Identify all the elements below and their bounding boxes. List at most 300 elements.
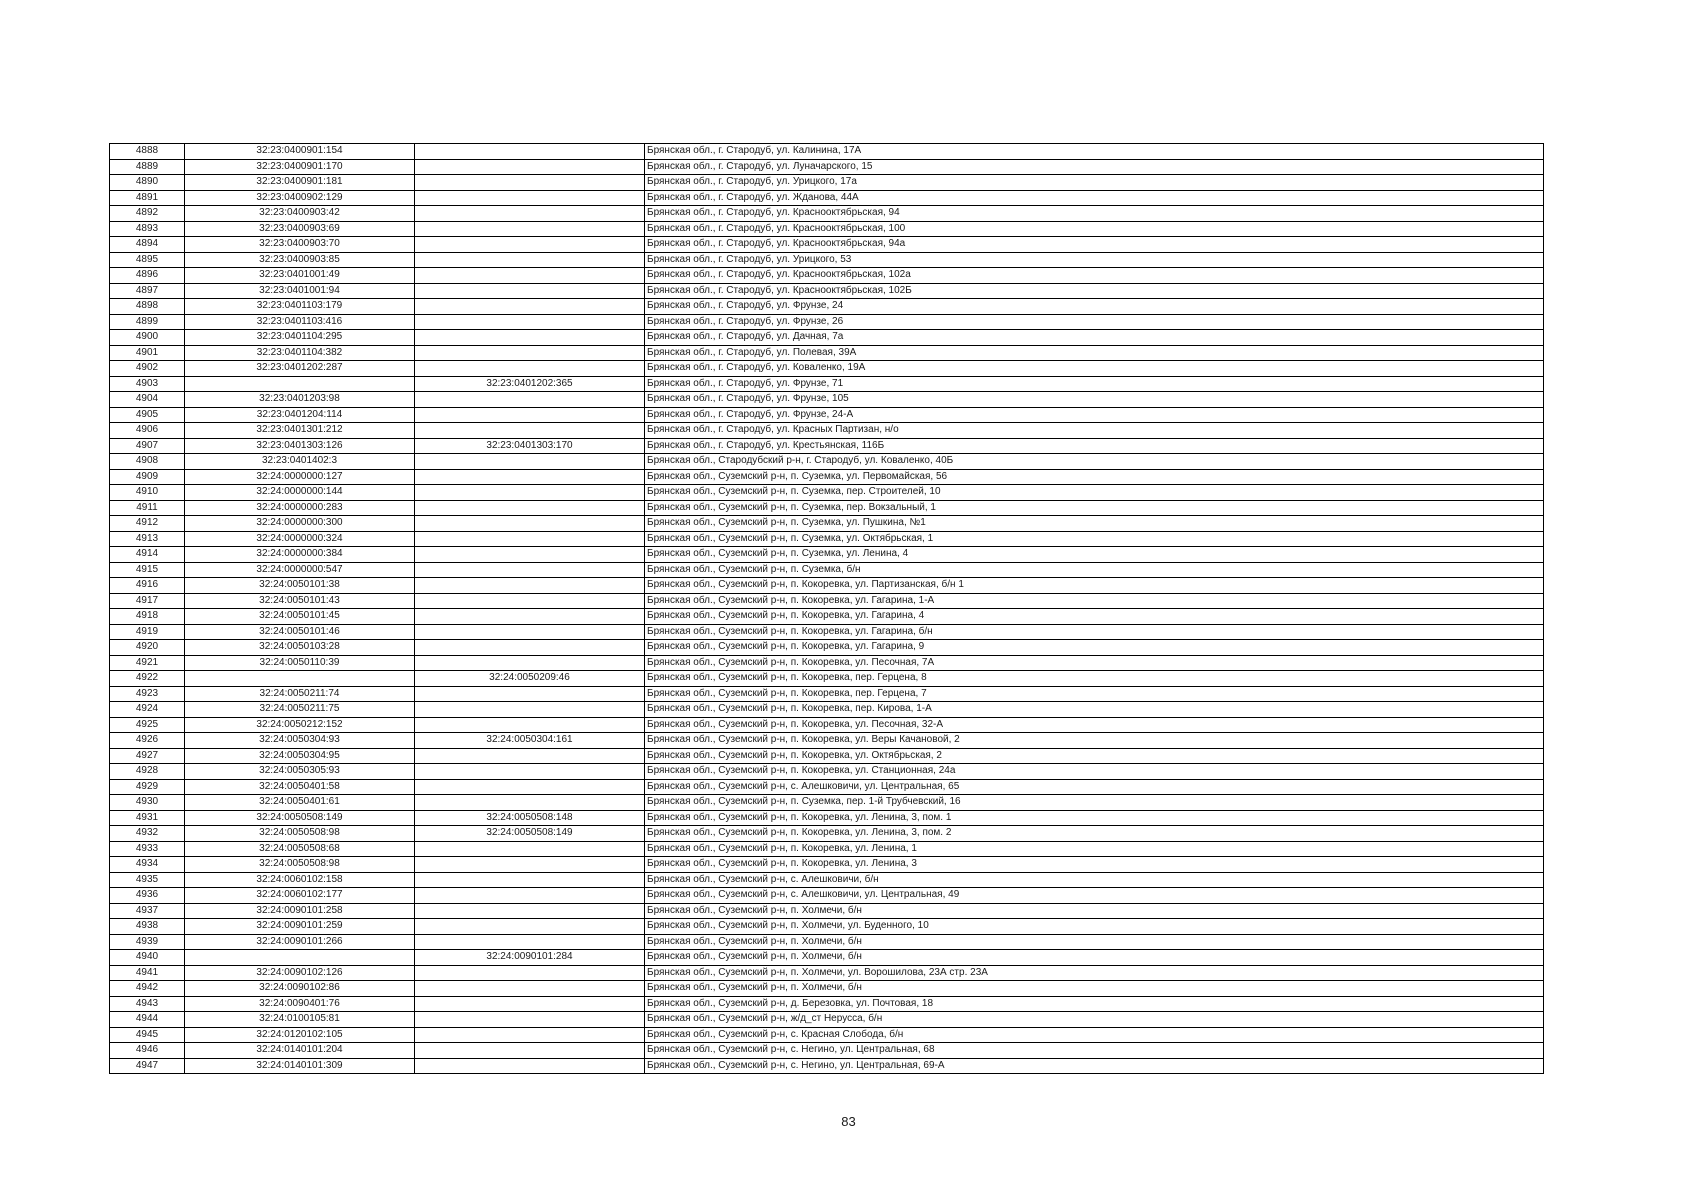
address-cell: Брянская обл., Суземский р-н, п. Суземка, пер. Строителей, 10 bbox=[645, 485, 1544, 501]
secondary-cadastral-number-cell bbox=[415, 562, 645, 578]
row-number-cell: 4918 bbox=[110, 609, 185, 625]
cadastral-number-cell: 32:23:0401104:382 bbox=[185, 345, 415, 361]
table-row bbox=[110, 345, 1544, 361]
table-row bbox=[110, 578, 1544, 594]
table-row bbox=[110, 934, 1544, 950]
secondary-cadastral-number-cell bbox=[415, 934, 645, 950]
secondary-cadastral-number-cell: 32:24:0090101:284 bbox=[415, 950, 645, 966]
row-number-cell: 4898 bbox=[110, 299, 185, 315]
row-number-cell: 4900 bbox=[110, 330, 185, 346]
secondary-cadastral-number-cell bbox=[415, 206, 645, 222]
table-row bbox=[110, 206, 1544, 222]
secondary-cadastral-number-cell: 32:24:0050209:46 bbox=[415, 671, 645, 687]
table-row bbox=[110, 748, 1544, 764]
table-row bbox=[110, 1027, 1544, 1043]
address-cell: Брянская обл., Суземский р-н, п. Кокоревка, ул. Гагарина, 9 bbox=[645, 640, 1544, 656]
address-cell: Брянская обл., г. Стародуб, ул. Фрунзе, 105 bbox=[645, 392, 1544, 408]
secondary-cadastral-number-cell bbox=[415, 330, 645, 346]
row-number-cell: 4894 bbox=[110, 237, 185, 253]
address-cell: Брянская обл., г. Стародуб, ул. Дачная, 7а bbox=[645, 330, 1544, 346]
secondary-cadastral-number-cell bbox=[415, 764, 645, 780]
row-number-cell: 4944 bbox=[110, 1012, 185, 1028]
row-number-cell: 4911 bbox=[110, 500, 185, 516]
cadastral-number-cell: 32:24:0050211:75 bbox=[185, 702, 415, 718]
address-cell: Брянская обл., Суземский р-н, с. Негино, ул. Центральная, 68 bbox=[645, 1043, 1544, 1059]
registry-table-body bbox=[110, 144, 1544, 1074]
row-number-cell: 4939 bbox=[110, 934, 185, 950]
secondary-cadastral-number-cell bbox=[415, 144, 645, 160]
cadastral-number-cell: 32:23:0400901:170 bbox=[185, 159, 415, 175]
secondary-cadastral-number-cell bbox=[415, 159, 645, 175]
cadastral-number-cell: 32:23:0401001:94 bbox=[185, 283, 415, 299]
row-number-cell: 4945 bbox=[110, 1027, 185, 1043]
address-cell: Брянская обл., Суземский р-н, п. Кокоревка, ул. Песочная, 32-А bbox=[645, 717, 1544, 733]
address-cell: Брянская обл., г. Стародуб, ул. Красных Партизан, н/о bbox=[645, 423, 1544, 439]
address-cell: Брянская обл., г. Стародуб, ул. Жданова, 44А bbox=[645, 190, 1544, 206]
table-row bbox=[110, 1012, 1544, 1028]
address-cell: Брянская обл., Суземский р-н, с. Алешковичи, ул. Центральная, 49 bbox=[645, 888, 1544, 904]
address-cell: Брянская обл., Суземский р-н, п. Кокоревка, ул. Ленина, 3 bbox=[645, 857, 1544, 873]
cadastral-number-cell: 32:23:0401203:98 bbox=[185, 392, 415, 408]
table-row bbox=[110, 779, 1544, 795]
secondary-cadastral-number-cell bbox=[415, 1043, 645, 1059]
cadastral-number-cell: 32:24:0060102:158 bbox=[185, 872, 415, 888]
address-cell: Брянская обл., Суземский р-н, п. Суземка, пер. Вокзальный, 1 bbox=[645, 500, 1544, 516]
secondary-cadastral-number-cell bbox=[415, 423, 645, 439]
cadastral-number-cell: 32:23:0401402:3 bbox=[185, 454, 415, 470]
table-row bbox=[110, 841, 1544, 857]
cadastral-number-cell: 32:24:0000000:283 bbox=[185, 500, 415, 516]
address-cell: Брянская обл., Суземский р-н, п. Кокоревка, ул. Станционная, 24а bbox=[645, 764, 1544, 780]
secondary-cadastral-number-cell bbox=[415, 841, 645, 857]
cadastral-number-cell: 32:24:0050401:58 bbox=[185, 779, 415, 795]
row-number-cell: 4912 bbox=[110, 516, 185, 532]
table-row bbox=[110, 764, 1544, 780]
cadastral-number-cell: 32:23:0401202:287 bbox=[185, 361, 415, 377]
address-cell: Брянская обл., г. Стародуб, ул. Урицкого, 17а bbox=[645, 175, 1544, 191]
table-row bbox=[110, 175, 1544, 191]
secondary-cadastral-number-cell bbox=[415, 252, 645, 268]
cadastral-number-cell: 32:24:0000000:127 bbox=[185, 469, 415, 485]
cadastral-number-cell: 32:24:0090102:86 bbox=[185, 981, 415, 997]
row-number-cell: 4943 bbox=[110, 996, 185, 1012]
address-cell: Брянская обл., Суземский р-н, п. Кокоревка, ул. Ленина, 3, пом. 2 bbox=[645, 826, 1544, 842]
row-number-cell: 4919 bbox=[110, 624, 185, 640]
secondary-cadastral-number-cell bbox=[415, 407, 645, 423]
secondary-cadastral-number-cell bbox=[415, 299, 645, 315]
row-number-cell: 4936 bbox=[110, 888, 185, 904]
address-cell: Брянская обл., Суземский р-н, п. Холмечи, ул. Буденного, 10 bbox=[645, 919, 1544, 935]
registry-table bbox=[109, 143, 1544, 1074]
address-cell: Брянская обл., Суземский р-н, д. Березовка, ул. Почтовая, 18 bbox=[645, 996, 1544, 1012]
page-number: 83 bbox=[841, 1114, 856, 1129]
cadastral-number-cell: 32:24:0050101:45 bbox=[185, 609, 415, 625]
table-row bbox=[110, 221, 1544, 237]
cadastral-number-cell: 32:24:0050212:152 bbox=[185, 717, 415, 733]
table-row bbox=[110, 547, 1544, 563]
row-number-cell: 4941 bbox=[110, 965, 185, 981]
cadastral-number-cell: 32:24:0000000:324 bbox=[185, 531, 415, 547]
table-row bbox=[110, 283, 1544, 299]
secondary-cadastral-number-cell bbox=[415, 640, 645, 656]
secondary-cadastral-number-cell bbox=[415, 795, 645, 811]
table-row bbox=[110, 516, 1544, 532]
table-row bbox=[110, 996, 1544, 1012]
address-cell: Брянская обл., Суземский р-н, п. Кокоревка, ул. Партизанская, б/н 1 bbox=[645, 578, 1544, 594]
cadastral-number-cell: 32:23:0400903:70 bbox=[185, 237, 415, 253]
secondary-cadastral-number-cell bbox=[415, 686, 645, 702]
address-cell: Брянская обл., Суземский р-н, п. Кокоревка, ул. Октябрьская, 2 bbox=[645, 748, 1544, 764]
secondary-cadastral-number-cell bbox=[415, 454, 645, 470]
row-number-cell: 4933 bbox=[110, 841, 185, 857]
table-row bbox=[110, 919, 1544, 935]
secondary-cadastral-number-cell bbox=[415, 609, 645, 625]
row-number-cell: 4910 bbox=[110, 485, 185, 501]
table-row bbox=[110, 609, 1544, 625]
cadastral-number-cell: 32:23:0401303:126 bbox=[185, 438, 415, 454]
secondary-cadastral-number-cell bbox=[415, 345, 645, 361]
cadastral-number-cell: 32:24:0140101:309 bbox=[185, 1058, 415, 1074]
table-row bbox=[110, 299, 1544, 315]
address-cell: Брянская обл., Суземский р-н, п. Холмечи, б/н bbox=[645, 903, 1544, 919]
secondary-cadastral-number-cell bbox=[415, 1012, 645, 1028]
address-cell: Брянская обл., Стародубский р-н, г. Стародуб, ул. Коваленко, 40Б bbox=[645, 454, 1544, 470]
cadastral-number-cell: 32:24:0090101:266 bbox=[185, 934, 415, 950]
secondary-cadastral-number-cell bbox=[415, 392, 645, 408]
row-number-cell: 4923 bbox=[110, 686, 185, 702]
cadastral-number-cell bbox=[185, 950, 415, 966]
table-row bbox=[110, 810, 1544, 826]
address-cell: Брянская обл., г. Стародуб, ул. Фрунзе, 24-А bbox=[645, 407, 1544, 423]
address-cell: Брянская обл., г. Стародуб, ул. Фрунзе, 71 bbox=[645, 376, 1544, 392]
row-number-cell: 4909 bbox=[110, 469, 185, 485]
secondary-cadastral-number-cell: 32:23:0401202:365 bbox=[415, 376, 645, 392]
row-number-cell: 4924 bbox=[110, 702, 185, 718]
row-number-cell: 4934 bbox=[110, 857, 185, 873]
row-number-cell: 4914 bbox=[110, 547, 185, 563]
table-row bbox=[110, 407, 1544, 423]
address-cell: Брянская обл., Суземский р-н, п. Кокоревка, ул. Гагарина, б/н bbox=[645, 624, 1544, 640]
row-number-cell: 4902 bbox=[110, 361, 185, 377]
address-cell: Брянская обл., Суземский р-н, п. Кокоревка, пер. Герцена, 8 bbox=[645, 671, 1544, 687]
cadastral-number-cell: 32:23:0401204:114 bbox=[185, 407, 415, 423]
row-number-cell: 4897 bbox=[110, 283, 185, 299]
cadastral-number-cell: 32:24:0050101:38 bbox=[185, 578, 415, 594]
cadastral-number-cell: 32:24:0000000:300 bbox=[185, 516, 415, 532]
cadastral-number-cell: 32:24:0140101:204 bbox=[185, 1043, 415, 1059]
address-cell: Брянская обл., г. Стародуб, ул. Крестьянская, 116Б bbox=[645, 438, 1544, 454]
secondary-cadastral-number-cell bbox=[415, 996, 645, 1012]
address-cell: Брянская обл., г. Стародуб, ул. Урицкого, 53 bbox=[645, 252, 1544, 268]
row-number-cell: 4896 bbox=[110, 268, 185, 284]
cadastral-number-cell: 32:23:0401103:416 bbox=[185, 314, 415, 330]
cadastral-number-cell: 32:23:0400901:181 bbox=[185, 175, 415, 191]
cadastral-number-cell: 32:24:0000000:384 bbox=[185, 547, 415, 563]
row-number-cell: 4937 bbox=[110, 903, 185, 919]
row-number-cell: 4926 bbox=[110, 733, 185, 749]
secondary-cadastral-number-cell: 32:24:0050508:148 bbox=[415, 810, 645, 826]
address-cell: Брянская обл., г. Стародуб, ул. Фрунзе, 24 bbox=[645, 299, 1544, 315]
address-cell: Брянская обл., Суземский р-н, п. Суземка, ул. Первомайская, 56 bbox=[645, 469, 1544, 485]
cadastral-number-cell: 32:23:0400903:42 bbox=[185, 206, 415, 222]
secondary-cadastral-number-cell bbox=[415, 655, 645, 671]
address-cell: Брянская обл., г. Стародуб, ул. Полевая, 39А bbox=[645, 345, 1544, 361]
secondary-cadastral-number-cell bbox=[415, 283, 645, 299]
address-cell: Брянская обл., Суземский р-н, ж/д_ст Нерусса, б/н bbox=[645, 1012, 1544, 1028]
table-row bbox=[110, 950, 1544, 966]
row-number-cell: 4947 bbox=[110, 1058, 185, 1074]
address-cell: Брянская обл., г. Стародуб, ул. Краснооктябрьская, 102а bbox=[645, 268, 1544, 284]
table-row bbox=[110, 888, 1544, 904]
table-row bbox=[110, 469, 1544, 485]
cadastral-number-cell: 32:23:0400902:129 bbox=[185, 190, 415, 206]
secondary-cadastral-number-cell bbox=[415, 578, 645, 594]
address-cell: Брянская обл., Суземский р-н, п. Суземка, ул. Пушкина, №1 bbox=[645, 516, 1544, 532]
secondary-cadastral-number-cell bbox=[415, 1058, 645, 1074]
table-row bbox=[110, 423, 1544, 439]
address-cell: Брянская обл., Суземский р-н, п. Холмечи, ул. Ворошилова, 23А стр. 23А bbox=[645, 965, 1544, 981]
table-row bbox=[110, 686, 1544, 702]
row-number-cell: 4913 bbox=[110, 531, 185, 547]
row-number-cell: 4907 bbox=[110, 438, 185, 454]
cadastral-number-cell: 32:24:0050211:74 bbox=[185, 686, 415, 702]
row-number-cell: 4946 bbox=[110, 1043, 185, 1059]
row-number-cell: 4908 bbox=[110, 454, 185, 470]
cadastral-number-cell: 32:23:0401001:49 bbox=[185, 268, 415, 284]
row-number-cell: 4929 bbox=[110, 779, 185, 795]
address-cell: Брянская обл., Суземский р-н, п. Суземка, б/н bbox=[645, 562, 1544, 578]
address-cell: Брянская обл., Суземский р-н, п. Кокоревка, ул. Песочная, 7А bbox=[645, 655, 1544, 671]
table-row bbox=[110, 438, 1544, 454]
secondary-cadastral-number-cell bbox=[415, 888, 645, 904]
row-number-cell: 4930 bbox=[110, 795, 185, 811]
address-cell: Брянская обл., г. Стародуб, ул. Краснооктябрьская, 94а bbox=[645, 237, 1544, 253]
cadastral-number-cell: 32:24:0100105:81 bbox=[185, 1012, 415, 1028]
row-number-cell: 4915 bbox=[110, 562, 185, 578]
address-cell: Брянская обл., Суземский р-н, с. Алешковичи, б/н bbox=[645, 872, 1544, 888]
address-cell: Брянская обл., Суземский р-н, п. Кокоревка, ул. Гагарина, 1-А bbox=[645, 593, 1544, 609]
row-number-cell: 4920 bbox=[110, 640, 185, 656]
table-row bbox=[110, 376, 1544, 392]
row-number-cell: 4942 bbox=[110, 981, 185, 997]
secondary-cadastral-number-cell bbox=[415, 361, 645, 377]
cadastral-number-cell: 32:23:0400903:85 bbox=[185, 252, 415, 268]
secondary-cadastral-number-cell bbox=[415, 779, 645, 795]
address-cell: Брянская обл., г. Стародуб, ул. Краснооктябрьская, 94 bbox=[645, 206, 1544, 222]
row-number-cell: 4906 bbox=[110, 423, 185, 439]
address-cell: Брянская обл., г. Стародуб, ул. Фрунзе, 26 bbox=[645, 314, 1544, 330]
table-row bbox=[110, 903, 1544, 919]
row-number-cell: 4916 bbox=[110, 578, 185, 594]
table-row bbox=[110, 1058, 1544, 1074]
table-row bbox=[110, 702, 1544, 718]
address-cell: Брянская обл., Суземский р-н, п. Кокоревка, пер. Кирова, 1-А bbox=[645, 702, 1544, 718]
cadastral-number-cell: 32:24:0050304:93 bbox=[185, 733, 415, 749]
table-row bbox=[110, 826, 1544, 842]
row-number-cell: 4925 bbox=[110, 717, 185, 733]
row-number-cell: 4904 bbox=[110, 392, 185, 408]
cadastral-number-cell: 32:23:0401103:179 bbox=[185, 299, 415, 315]
secondary-cadastral-number-cell bbox=[415, 748, 645, 764]
address-cell: Брянская обл., Суземский р-н, с. Алешковичи, ул. Центральная, 65 bbox=[645, 779, 1544, 795]
row-number-cell: 4893 bbox=[110, 221, 185, 237]
cadastral-number-cell: 32:24:0050508:98 bbox=[185, 826, 415, 842]
cadastral-number-cell: 32:24:0090102:126 bbox=[185, 965, 415, 981]
cadastral-number-cell: 32:24:0050101:46 bbox=[185, 624, 415, 640]
table-row bbox=[110, 159, 1544, 175]
address-cell: Брянская обл., Суземский р-н, п. Холмечи, б/н bbox=[645, 950, 1544, 966]
table-row bbox=[110, 562, 1544, 578]
secondary-cadastral-number-cell bbox=[415, 175, 645, 191]
address-cell: Брянская обл., Суземский р-н, п. Суземка, ул. Ленина, 4 bbox=[645, 547, 1544, 563]
table-row bbox=[110, 500, 1544, 516]
address-cell: Брянская обл., г. Стародуб, ул. Луначарского, 15 bbox=[645, 159, 1544, 175]
address-cell: Брянская обл., Суземский р-н, п. Кокоревка, ул. Ленина, 1 bbox=[645, 841, 1544, 857]
address-cell: Брянская обл., Суземский р-н, п. Кокоревка, ул. Ленина, 3, пом. 1 bbox=[645, 810, 1544, 826]
cadastral-number-cell: 32:24:0050508:149 bbox=[185, 810, 415, 826]
row-number-cell: 4899 bbox=[110, 314, 185, 330]
row-number-cell: 4891 bbox=[110, 190, 185, 206]
row-number-cell: 4928 bbox=[110, 764, 185, 780]
table-row bbox=[110, 872, 1544, 888]
address-cell: Брянская обл., Суземский р-н, п. Холмечи, б/н bbox=[645, 934, 1544, 950]
address-cell: Брянская обл., Суземский р-н, с. Негино, ул. Центральная, 69-А bbox=[645, 1058, 1544, 1074]
table-row bbox=[110, 190, 1544, 206]
address-cell: Брянская обл., Суземский р-н, п. Кокоревка, ул. Веры Качановой, 2 bbox=[645, 733, 1544, 749]
secondary-cadastral-number-cell bbox=[415, 903, 645, 919]
secondary-cadastral-number-cell bbox=[415, 268, 645, 284]
table-row bbox=[110, 640, 1544, 656]
row-number-cell: 4890 bbox=[110, 175, 185, 191]
address-cell: Брянская обл., г. Стародуб, ул. Краснооктябрьская, 102Б bbox=[645, 283, 1544, 299]
secondary-cadastral-number-cell bbox=[415, 485, 645, 501]
secondary-cadastral-number-cell bbox=[415, 531, 645, 547]
table-row bbox=[110, 717, 1544, 733]
cadastral-number-cell: 32:24:0050103:28 bbox=[185, 640, 415, 656]
secondary-cadastral-number-cell bbox=[415, 624, 645, 640]
table-row bbox=[110, 392, 1544, 408]
address-cell: Брянская обл., Суземский р-н, с. Красная Слобода, б/н bbox=[645, 1027, 1544, 1043]
row-number-cell: 4932 bbox=[110, 826, 185, 842]
secondary-cadastral-number-cell bbox=[415, 872, 645, 888]
row-number-cell: 4892 bbox=[110, 206, 185, 222]
table-row bbox=[110, 268, 1544, 284]
cadastral-number-cell: 32:24:0050508:68 bbox=[185, 841, 415, 857]
row-number-cell: 4895 bbox=[110, 252, 185, 268]
secondary-cadastral-number-cell bbox=[415, 981, 645, 997]
cadastral-number-cell bbox=[185, 376, 415, 392]
table-row bbox=[110, 981, 1544, 997]
cadastral-number-cell: 32:23:0400903:69 bbox=[185, 221, 415, 237]
secondary-cadastral-number-cell: 32:24:0050304:161 bbox=[415, 733, 645, 749]
table-row bbox=[110, 733, 1544, 749]
row-number-cell: 4889 bbox=[110, 159, 185, 175]
address-cell: Брянская обл., Суземский р-н, п. Суземка, пер. 1-й Трубчевский, 16 bbox=[645, 795, 1544, 811]
row-number-cell: 4940 bbox=[110, 950, 185, 966]
cadastral-number-cell: 32:24:0060102:177 bbox=[185, 888, 415, 904]
row-number-cell: 4931 bbox=[110, 810, 185, 826]
cadastral-number-cell: 32:23:0401301:212 bbox=[185, 423, 415, 439]
table-row bbox=[110, 671, 1544, 687]
table-row bbox=[110, 252, 1544, 268]
secondary-cadastral-number-cell bbox=[415, 547, 645, 563]
row-number-cell: 4938 bbox=[110, 919, 185, 935]
secondary-cadastral-number-cell bbox=[415, 702, 645, 718]
table-row bbox=[110, 361, 1544, 377]
secondary-cadastral-number-cell bbox=[415, 857, 645, 873]
table-row bbox=[110, 454, 1544, 470]
secondary-cadastral-number-cell bbox=[415, 516, 645, 532]
row-number-cell: 4917 bbox=[110, 593, 185, 609]
secondary-cadastral-number-cell bbox=[415, 314, 645, 330]
cadastral-number-cell: 32:24:0050101:43 bbox=[185, 593, 415, 609]
cadastral-number-cell: 32:23:0401104:295 bbox=[185, 330, 415, 346]
secondary-cadastral-number-cell bbox=[415, 717, 645, 733]
row-number-cell: 4935 bbox=[110, 872, 185, 888]
table-row bbox=[110, 593, 1544, 609]
row-number-cell: 4927 bbox=[110, 748, 185, 764]
table-row bbox=[110, 655, 1544, 671]
cadastral-number-cell bbox=[185, 671, 415, 687]
cadastral-number-cell: 32:24:0050304:95 bbox=[185, 748, 415, 764]
table-row bbox=[110, 531, 1544, 547]
table-row bbox=[110, 330, 1544, 346]
cadastral-number-cell: 32:24:0050110:39 bbox=[185, 655, 415, 671]
secondary-cadastral-number-cell bbox=[415, 500, 645, 516]
table-row bbox=[110, 314, 1544, 330]
address-cell: Брянская обл., г. Стародуб, ул. Краснооктябрьская, 100 bbox=[645, 221, 1544, 237]
cadastral-number-cell: 32:23:0400901:154 bbox=[185, 144, 415, 160]
row-number-cell: 4903 bbox=[110, 376, 185, 392]
secondary-cadastral-number-cell bbox=[415, 469, 645, 485]
cadastral-number-cell: 32:24:0000000:144 bbox=[185, 485, 415, 501]
table-row bbox=[110, 144, 1544, 160]
row-number-cell: 4905 bbox=[110, 407, 185, 423]
address-cell: Брянская обл., Суземский р-н, п. Суземка, ул. Октябрьская, 1 bbox=[645, 531, 1544, 547]
secondary-cadastral-number-cell bbox=[415, 593, 645, 609]
table-row bbox=[110, 485, 1544, 501]
cadastral-number-cell: 32:24:0000000:547 bbox=[185, 562, 415, 578]
address-cell: Брянская обл., Суземский р-н, п. Кокоревка, ул. Гагарина, 4 bbox=[645, 609, 1544, 625]
table-row bbox=[110, 624, 1544, 640]
table-row bbox=[110, 857, 1544, 873]
row-number-cell: 4888 bbox=[110, 144, 185, 160]
table-row bbox=[110, 965, 1544, 981]
cadastral-number-cell: 32:24:0120102:105 bbox=[185, 1027, 415, 1043]
secondary-cadastral-number-cell: 32:23:0401303:170 bbox=[415, 438, 645, 454]
row-number-cell: 4921 bbox=[110, 655, 185, 671]
cadastral-number-cell: 32:24:0050305:93 bbox=[185, 764, 415, 780]
table-row bbox=[110, 1043, 1544, 1059]
address-cell: Брянская обл., г. Стародуб, ул. Калинина, 17А bbox=[645, 144, 1544, 160]
secondary-cadastral-number-cell bbox=[415, 237, 645, 253]
secondary-cadastral-number-cell bbox=[415, 965, 645, 981]
cadastral-number-cell: 32:24:0090101:259 bbox=[185, 919, 415, 935]
secondary-cadastral-number-cell bbox=[415, 190, 645, 206]
cadastral-number-cell: 32:24:0050401:61 bbox=[185, 795, 415, 811]
table-row bbox=[110, 237, 1544, 253]
row-number-cell: 4922 bbox=[110, 671, 185, 687]
address-cell: Брянская обл., г. Стародуб, ул. Коваленко, 19А bbox=[645, 361, 1544, 377]
table-row bbox=[110, 795, 1544, 811]
cadastral-number-cell: 32:24:0090101:258 bbox=[185, 903, 415, 919]
secondary-cadastral-number-cell bbox=[415, 1027, 645, 1043]
secondary-cadastral-number-cell bbox=[415, 221, 645, 237]
secondary-cadastral-number-cell: 32:24:0050508:149 bbox=[415, 826, 645, 842]
address-cell: Брянская обл., Суземский р-н, п. Холмечи, б/н bbox=[645, 981, 1544, 997]
secondary-cadastral-number-cell bbox=[415, 919, 645, 935]
cadastral-number-cell: 32:24:0090401:76 bbox=[185, 996, 415, 1012]
